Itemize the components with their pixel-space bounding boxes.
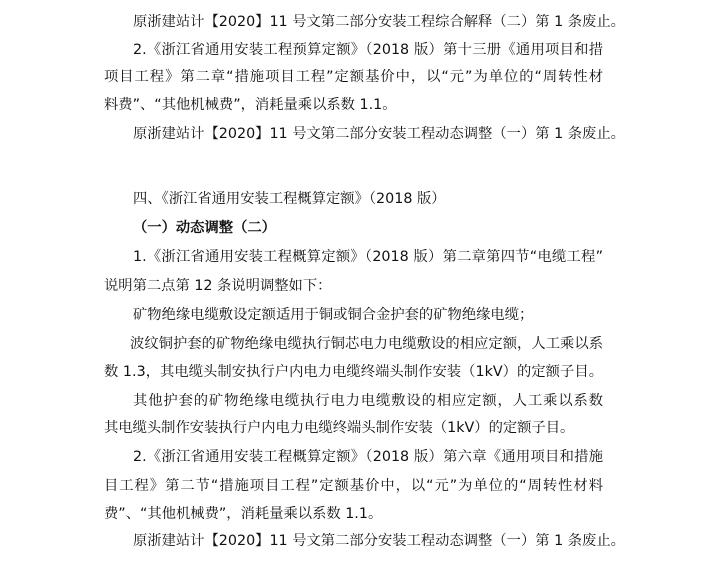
paragraph-line: 项目工程》第二章“措施项目工程”定额基价中，以“元”为单位的“周转性材 [104,69,603,85]
paragraph-line: 其他护套的矿物绝缘电缆执行电力电缆敷设的相应定额，人工乘以系数 [133,393,603,409]
paragraph-line: 其电缆头制作安装执行户内电力电缆终端头制作安装（1kV）的定额子目。 [104,420,575,436]
paragraph-line: 料费”、“其他机械费”，消耗量乘以系数 1.1。 [104,97,397,113]
paragraph-line: 2.《浙江省通用安装工程概算定额》（2018 版）第六章《通用项目和措施 [133,449,603,465]
paragraph-line: 原浙建站计【2020】11 号文第二部分安装工程综合解释（二）第 1 条废止。 [133,14,625,30]
subsection-heading: （一）动态调整（二） [133,220,276,236]
paragraph-line: 数 1.3，其电缆头制安执行户内电力电缆终端头制作安装（1kV）的定额子目。 [104,364,603,380]
paragraph-line: 2.《浙江省通用安装工程预算定额》（2018 版）第十三册《通用项目和措 [133,42,603,58]
paragraph-line: 原浙建站计【2020】11 号文第二部分安装工程动态调整（一）第 1 条废止。 [133,126,625,142]
paragraph-line: 波纹铜护套的矿物绝缘电缆执行铜芯电力电缆敷设的相应定额，人工乘以系 [130,336,603,352]
paragraph-line: 费”、“其他机械费”，消耗量乘以系数 1.1。 [104,506,383,522]
paragraph-line: 原浙建站计【2020】11 号文第二部分安装工程动态调整（一）第 1 条废止。 [133,533,625,549]
paragraph-line: 目工程》第二节“措施项目工程”定额基价中，以“元”为单位的“周转性材料 [104,478,603,494]
paragraph-line: 1.《浙江省通用安装工程概算定额》（2018 版）第二章第四节“电缆工程” [133,249,603,265]
section-heading: 四、《浙江省通用安装工程概算定额》（2018 版） [133,191,446,207]
paragraph-line: 矿物绝缘电缆敷设定额适用于铜或铜合金护套的矿物绝缘电缆； [133,307,534,323]
paragraph-line: 说明第二点第 12 条说明调整如下： [104,278,332,294]
